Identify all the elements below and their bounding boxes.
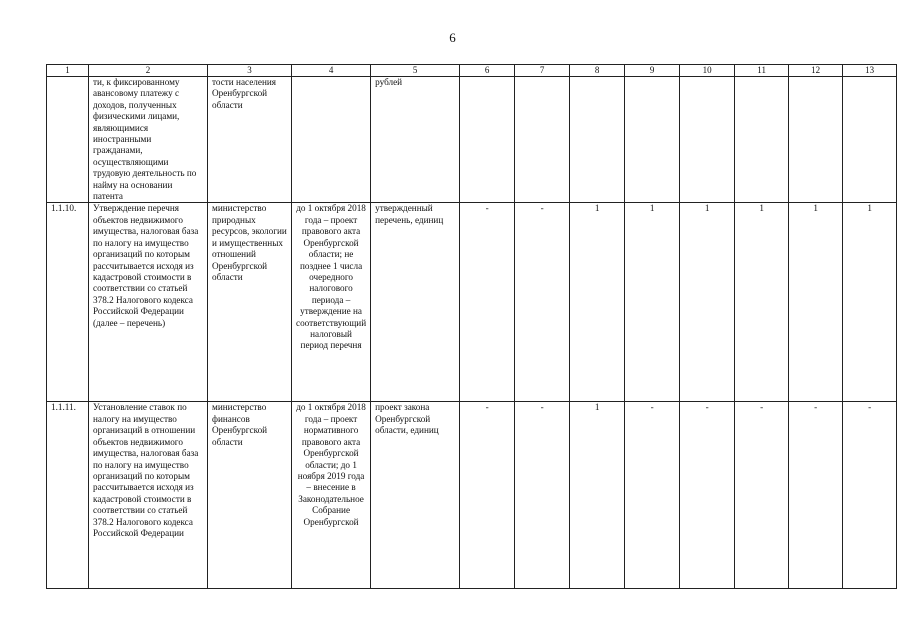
item-value: 1 [570, 402, 625, 589]
item-responsible: министерство природных ресурсов, экологии и имущественных отношений Оренбургской области [208, 203, 292, 402]
table-row [47, 77, 897, 203]
column-header: 11 [735, 65, 789, 77]
item-term: до 1 октября 2018 года – проект нормативного правового акта Оренбургской области; до 1 ноября 2019 года – внесение в Законодательное Собрание Оренбургской [292, 402, 371, 589]
item-value: 1 [680, 203, 735, 402]
item-term: до 1 октября 2018 года – проект правового акта Оренбургской области; не позднее 1 числа очередного налогового периода – утверждение на соответствующий налоговый период перечня [292, 203, 371, 402]
item-value: - [460, 402, 515, 589]
column-header: 13 [843, 65, 897, 77]
item-value: 1 [735, 203, 789, 402]
column-header: 1 [47, 65, 89, 77]
page-number: 6 [449, 30, 456, 45]
column-header: 10 [680, 65, 735, 77]
item-value: - [735, 402, 789, 589]
item-value: 1 [625, 203, 680, 402]
plan-table [46, 64, 897, 589]
item-value: 1 [789, 203, 843, 402]
column-header: 9 [625, 65, 680, 77]
column-header: 12 [789, 65, 843, 77]
item-description: Установление ставок по налогу на имущество организаций в отношении объектов недвижимого имущества, налоговая база по налогу на имущество организаций по которым рассчитывается исходя из кадастровой стоимости в соответствии со статьей 378.2 Налогового кодекса Российской Федерации [89, 402, 208, 589]
item-unit: утвержденный перечень, единиц [371, 203, 460, 402]
table-row [47, 203, 897, 402]
item-value: - [515, 203, 570, 402]
item-value [515, 77, 570, 203]
item-number: 1.1.11. [47, 402, 89, 589]
item-description: ти, к фиксированному авансовому платежу с доходов, полученных физическими лицами, являющимися иностранными гражданами, осуществляющими трудовую деятельность по найму на основании патента [89, 77, 208, 203]
item-value [460, 77, 515, 203]
item-value: 1 [843, 203, 897, 402]
item-term [292, 77, 371, 203]
column-header: 2 [89, 65, 208, 77]
table-row [47, 402, 897, 589]
item-value: - [680, 402, 735, 589]
item-value: - [625, 402, 680, 589]
item-unit: проект закона Оренбургской области, единиц [371, 402, 460, 589]
column-header: 6 [460, 65, 515, 77]
column-header: 4 [292, 65, 371, 77]
column-header: 5 [371, 65, 460, 77]
column-number-row [47, 65, 897, 77]
item-value: - [789, 402, 843, 589]
item-responsible: министерство финансов Оренбургской области [208, 402, 292, 589]
item-number: 1.1.10. [47, 203, 89, 402]
item-value [570, 77, 625, 203]
item-value: - [843, 402, 897, 589]
item-value [735, 77, 789, 203]
item-value: - [460, 203, 515, 402]
item-responsible: тости населения Оренбургской области [208, 77, 292, 203]
item-value [789, 77, 843, 203]
item-value: - [515, 402, 570, 589]
item-value: 1 [570, 203, 625, 402]
item-value [843, 77, 897, 203]
column-header: 3 [208, 65, 292, 77]
item-number [47, 77, 89, 203]
column-header: 7 [515, 65, 570, 77]
item-unit: рублей [371, 77, 460, 203]
item-description: Утверждение перечня объектов недвижимого имущества, налоговая база по налогу на имущество организаций по которым рассчитывается исходя из кадастровой стоимости в соответствии со статьей 378.2 Налогового кодекса Российской Федерации (далее – перечень) [89, 203, 208, 402]
column-header: 8 [570, 65, 625, 77]
item-value [625, 77, 680, 203]
item-value [680, 77, 735, 203]
